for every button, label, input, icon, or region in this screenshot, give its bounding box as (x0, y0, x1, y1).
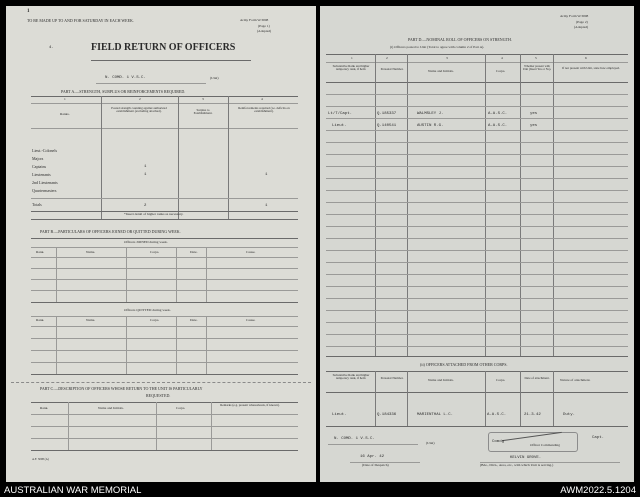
ruled-line (326, 226, 628, 227)
part-c-title-2: REQUESTED. (146, 393, 171, 398)
unit-value-right: N. COMD. 1 V.S.C. (334, 437, 375, 441)
posted-captains: 1 (144, 165, 147, 169)
posted-lieutenants: 1 (144, 173, 147, 177)
total-reinf: 1 (265, 204, 268, 208)
ruled-line (326, 178, 628, 179)
d-head-corps: Corps. (496, 69, 506, 73)
col-head-posted: Posted strength counting against authorized establishment (excluding attached). (111, 106, 167, 114)
sign-prefix: Comdg (492, 440, 505, 444)
row1-present: yes (530, 112, 538, 116)
d-head-present: Whether present with Unit (Insert Yes or No). (522, 64, 552, 71)
row2-name: AUSTIN R.G. (417, 124, 444, 128)
part-a-note: *Insert detail of higher ranks as necessary. (124, 212, 184, 216)
top-note: TO BE MADE UP TO AND FOR SATURDAY IN EACH WEEK. (27, 18, 134, 23)
totals-label: Totals (32, 202, 42, 207)
sign-rank: Capt. (592, 436, 605, 440)
row1-number: Q.185337 (377, 112, 397, 116)
row2-number: Q.140541 (377, 124, 397, 128)
ruled-line (326, 94, 628, 95)
total-posted: 2 (144, 204, 147, 208)
ruled-line (326, 334, 628, 335)
att-date: 21.3.42 (524, 413, 541, 417)
form-adapted-right: (Adapted) (574, 25, 589, 29)
att-number: Q.184336 (377, 413, 397, 417)
archive-id: AWM2022.5.1204 (560, 485, 636, 496)
signature-caption: Officer Commanding (530, 443, 560, 447)
station-label: (Bde., Divn., Area, etc., with which Unit is serving.) (480, 463, 554, 467)
part-b-title: PART B.—PARTICULARS OF OFFICERS JOINED OR QUITTED DURING WEEK. (40, 229, 181, 234)
part-d-title: PART D.—NOMINAL ROLL OF OFFICERS ON STRENGTH. (408, 37, 512, 42)
ruled-line (326, 274, 628, 275)
col-head-ranks: Ranks. (60, 112, 70, 116)
form-page-right: (Page 2) (576, 20, 588, 24)
rank-captains: Captains (32, 164, 46, 169)
ruled-line (326, 202, 628, 203)
ruled-line (326, 262, 628, 263)
ruled-line (326, 214, 628, 215)
d-head-rank: Substantive Rank and higher temporary rank, if held. (332, 64, 370, 72)
rank-2nd-lieutenants: 2nd Lieutenants (32, 180, 58, 185)
part-d-subtitle: (i) Officers posted to Unit (Total to agree with column 2 of Part A). (390, 45, 485, 49)
att-head-corps: Corps. (496, 378, 506, 382)
archive-name: AUSTRALIAN WAR MEMORIAL (4, 485, 142, 496)
att-head-date: Date of attachment. (524, 376, 550, 380)
att-nature: Duty. (563, 413, 576, 417)
unit-label-right: (Unit) (426, 441, 435, 445)
archive-footer (0, 482, 640, 497)
att-head-name: Name and Initials. (428, 378, 454, 382)
row2-corps: A.A.S.C. (488, 124, 508, 128)
ruled-line (326, 166, 628, 167)
rank-majors: Majors (32, 156, 44, 161)
ruled-line (326, 286, 628, 287)
col-head-surplus: Surplus to Establishment. (193, 108, 213, 116)
row1-name: WALMSLEY J. (417, 112, 444, 116)
form-id: Army Form W.3008 (240, 18, 269, 22)
date-value: 16 Apr. 42 (360, 455, 385, 459)
att-head-rank: Substantive Rank and higher temporary rank, if held. (332, 373, 370, 381)
ruled-line (326, 238, 628, 239)
part-a-title: PART A.—STRENGTH, SURPLUS OR REINFORCEMENTS REQUIRED. (61, 89, 186, 94)
row2-present: yes (530, 124, 538, 128)
ruled-line (326, 250, 628, 251)
ruled-line (326, 142, 628, 143)
row1-rank: Lt/T/Capt. (328, 112, 353, 116)
form-number: 4. (49, 46, 54, 50)
printer-note: A.F. 3008 (A) (32, 457, 49, 461)
unit-label: (Unit) (210, 76, 219, 80)
ruled-line (326, 106, 628, 107)
ruled-line (326, 190, 628, 191)
row2-rank: Lieut. (332, 124, 347, 128)
rank-lt-col: Lieut.-Colonels (32, 148, 57, 153)
form-page: (Page 1) (258, 24, 270, 28)
joined-title: Officers JOINED during week. (124, 240, 168, 244)
col-head-reinf: Reinforcements required (i.e. deficits on establishment). (238, 106, 290, 114)
ruled-line (326, 118, 628, 119)
page-number: 1 (27, 9, 30, 14)
reinf-lieutenants: 1 (265, 173, 268, 177)
row1-corps: A.A.S.C. (488, 112, 508, 116)
quitted-title: Officers QUITTED during week. (124, 308, 171, 312)
d-head-number: Personal Number. (380, 67, 404, 71)
att-head-nature: Nature of attachment. (560, 378, 591, 382)
d-head-name: Name and Initials. (428, 69, 454, 73)
att-corps: A.A.S.C. (487, 413, 507, 417)
att-head-number: Personal Number. (380, 376, 404, 380)
ruled-line (326, 346, 628, 347)
left-page: 1 TO BE MADE UP TO AND FOR SATURDAY IN EACH WEEK. Army Form W.3008 (Page 1) (Adapted) 4. FIELD RETURN OF OFFICERS N. COMD. 1 V.S.C. (Unit) PART A.—STRENGTH, SURPLUS OR REINFORCEMENTS REQUIRED. 1 2 3 4 Ranks. Posted strength counting against authorized establishment (excluding attached). Surplus to Establishment. Reinforcements required (i.e. deficits on establishment). Lieut.-Colonels Majors Captains Lieutenants 2nd Lieutenants Quartermasters 1 1 1 Totals 2 1 *Insert detail of higher ranks as necessary. PART B.—PARTICULARS OF OFFICERS JOINED OR QUITTED DURING WEEK. Officers JOINED during week. Rank. Name. Corps. Date. Cause. Officers QUITTED during week. Rank. Name. Corps. Date. Cause. PART C.—DESCRIPTION OF OFFICERS WHOSE RETURN TO THE UNIT IS PARTICULARLY REQUESTED. Rank. Name and Initials. Corps. Remarks (e.g. present whereabouts, if known). A.F. 3008 (A) (6, 6, 316, 482)
ruled-line (326, 310, 628, 311)
station-value: KELVIN GROVE. (510, 456, 542, 460)
date-label: (Date of Despatch) (362, 463, 389, 467)
att-rank: Lieut. (332, 413, 347, 417)
ruled-line (326, 130, 628, 131)
form-adapted: (Adapted) (257, 29, 272, 33)
d-head-employed: If not present with Unit, state how employed. (562, 66, 620, 70)
rank-quartermasters: Quartermasters (32, 188, 57, 193)
part-c-title-1: PART C.—DESCRIPTION OF OFFICERS WHOSE RETURN TO THE UNIT IS PARTICULARLY (40, 386, 203, 391)
ruled-line (326, 298, 628, 299)
rank-lieutenants: Lieutenants (32, 172, 51, 177)
att-name: MARIENTHAL L.C. (417, 413, 454, 417)
ruled-line (326, 154, 628, 155)
form-title: FIELD RETURN OF OFFICERS (91, 42, 236, 53)
form-id-right: Army Form W.3008 (560, 14, 589, 18)
ruled-line (326, 322, 628, 323)
part-ii-title: (ii) OFFICERS ATTACHED FROM OTHER CORPS. (420, 362, 508, 367)
unit-value: N. COMD. 1 V.S.C. (105, 76, 146, 80)
right-page: Army Form W.3008 (Page 2) (Adapted) PART D.—NOMINAL ROLL OF OFFICERS ON STRENGTH. (i) Officers posted to Unit (Total to agree with column 2 of Part A). 1 2 3 4 5 6 Substantive Rank and higher temporary rank, if held. Personal Number. Name and Initials. Corps. Whether present with Unit (Insert Yes or No). If not present with Unit, state how employed. Lt/T/Capt. Q.185337 WALMSLEY J. A.A.S.C. yes Lieut. Q.140541 AUSTIN R.G. A.A.S.C. yes (ii) OFFICERS ATTACHED FROM OTHER CORPS. Substantive Rank and higher temporary rank, if held. Personal Number. Name and Initials. Corps. Date of attachment. Nature of attachment. Lieut. Q.184336 MARIENTHAL L.C. A.A.S.C. 21.3.42 Duty. N. COMD. 1 V.S.C. (Unit) Comdg Officer Commanding Capt. 16 Apr. 42 (Date of Despatch) KELVIN GROVE. (Bde., Divn., Area, etc., with which Unit is serving.) (320, 6, 634, 482)
